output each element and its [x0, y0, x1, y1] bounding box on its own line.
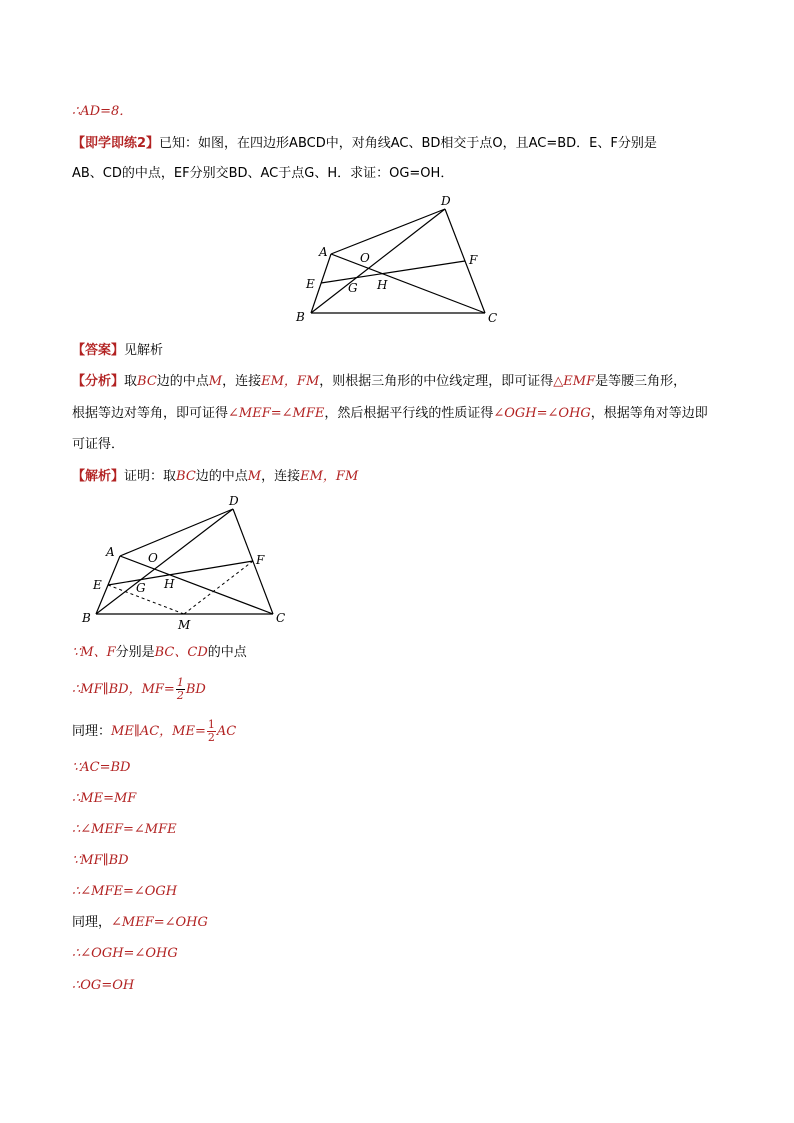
fig1-label-O: O — [360, 251, 370, 265]
step-math: ∴MF∥BD，MF= — [72, 682, 175, 697]
fig1-label-D: D — [441, 194, 451, 208]
solution-math: BC — [176, 469, 196, 484]
fig1-label-G: G — [348, 281, 358, 295]
step-5: ∴ME=MF — [72, 791, 137, 806]
solution-math: M — [247, 469, 262, 484]
step-math: BC、CD — [154, 645, 208, 660]
problem-text-1: 已知：如图，在四边形ABCD中，对角线AC、BD相交于点O，且AC=BD．E、F分别是 — [159, 136, 657, 151]
problem-line-2 — [72, 164, 453, 184]
fig2-label-O: O — [148, 551, 158, 565]
analysis-text: 根据等边对等角，即可证得 — [72, 406, 229, 421]
fig2-label-M: M — [178, 618, 191, 632]
analysis-math: BC — [137, 374, 157, 389]
analysis-tag: 【分析】 — [72, 374, 125, 389]
step-text: 同理， — [72, 915, 112, 930]
solution-text: 证明：取 — [124, 469, 177, 484]
fraction-half — [176, 677, 185, 702]
intro-line — [72, 102, 132, 122]
step-text: 同理： — [72, 724, 112, 739]
step-text: 的中点 — [207, 645, 247, 660]
fraction-denominator: 2 — [207, 731, 215, 744]
analysis-text: 边的中点 — [156, 374, 209, 389]
fig1-label-B: B — [296, 310, 305, 324]
analysis-text: 取 — [124, 374, 138, 389]
analysis-text: 是等腰三角形， — [595, 374, 687, 389]
solution-math: EM，FM — [300, 469, 359, 484]
analysis-math: ∠MEF=∠MFE — [228, 406, 325, 421]
analysis-math: EM，FM — [261, 374, 320, 389]
step-9 — [72, 913, 208, 933]
fig2-label-C: C — [276, 611, 286, 625]
step-7: ∵MF∥BD — [72, 853, 129, 868]
solution-text: ，连接 — [261, 469, 301, 484]
analysis-text: 可证得． — [72, 437, 125, 452]
analysis-text: ，则根据三角形的中位线定理，即可证得 — [319, 374, 554, 389]
fig1-label-C: C — [488, 311, 498, 325]
step-6: ∴∠MEF=∠MFE — [72, 822, 177, 837]
step-math: ∠MEF=∠OHG — [111, 915, 208, 930]
fig2-label-G: G — [136, 581, 146, 595]
fig2-label-A: A — [106, 545, 115, 559]
fig2-label-E: E — [93, 578, 102, 592]
analysis-text: ，根据等角对等边即 — [590, 406, 708, 421]
step-math: ∵M、F — [72, 645, 116, 660]
fig1-label-E: E — [306, 277, 315, 291]
step-3 — [72, 719, 236, 744]
fraction-numerator: 1 — [207, 718, 215, 731]
therefore-symbol: ∴ — [72, 104, 81, 119]
analysis-text: ，然后根据平行线的性质证得 — [324, 406, 494, 421]
solution-line — [72, 467, 358, 487]
intro-text: AD=8． — [80, 104, 133, 119]
step-1 — [72, 643, 247, 663]
step-4: ∵AC=BD — [72, 760, 131, 775]
step-text: 分别是 — [115, 645, 155, 660]
analysis-math: △EMF — [553, 374, 596, 389]
figure-1 — [290, 190, 510, 330]
analysis-math: M — [208, 374, 223, 389]
problem-line-1 — [72, 134, 657, 154]
solution-text: 边的中点 — [195, 469, 248, 484]
solution-tag: 【解析】 — [72, 469, 125, 484]
problem-text-2: AB、CD的中点，EF分别交BD、AC于点G、H．求证：OG=OH． — [72, 166, 454, 181]
answer-tag: 【答案】 — [72, 343, 125, 358]
step-math: ME∥AC，ME= — [111, 724, 206, 739]
step-2 — [72, 677, 206, 702]
fig2-label-D: D — [229, 494, 239, 508]
step-10: ∴∠OGH=∠OHG — [72, 946, 178, 961]
fraction-numerator: 1 — [176, 676, 184, 689]
answer-line — [72, 341, 163, 361]
analysis-line-3 — [72, 435, 124, 455]
analysis-line-1 — [72, 372, 686, 392]
fig1-label-F: F — [469, 253, 478, 267]
step-8: ∴∠MFE=∠OGH — [72, 884, 178, 899]
step-math: BD — [185, 682, 206, 697]
analysis-text: ，连接 — [222, 374, 262, 389]
fraction-denominator: 2 — [176, 689, 184, 702]
step-math: AC — [216, 724, 237, 739]
fig1-label-H: H — [377, 278, 388, 292]
fig1-label-A: A — [319, 245, 328, 259]
analysis-line-2 — [72, 404, 708, 424]
analysis-math: ∠OGH=∠OHG — [493, 406, 591, 421]
figure-2 — [75, 490, 295, 635]
fig2-label-B: B — [82, 611, 91, 625]
problem-tag: 【即学即练2】 — [72, 136, 160, 151]
fig2-label-H: H — [164, 577, 175, 591]
step-11: ∴OG=OH — [72, 978, 135, 993]
fraction-half — [207, 719, 216, 744]
fig2-label-F: F — [256, 553, 265, 567]
answer-text: 见解析 — [124, 343, 164, 358]
